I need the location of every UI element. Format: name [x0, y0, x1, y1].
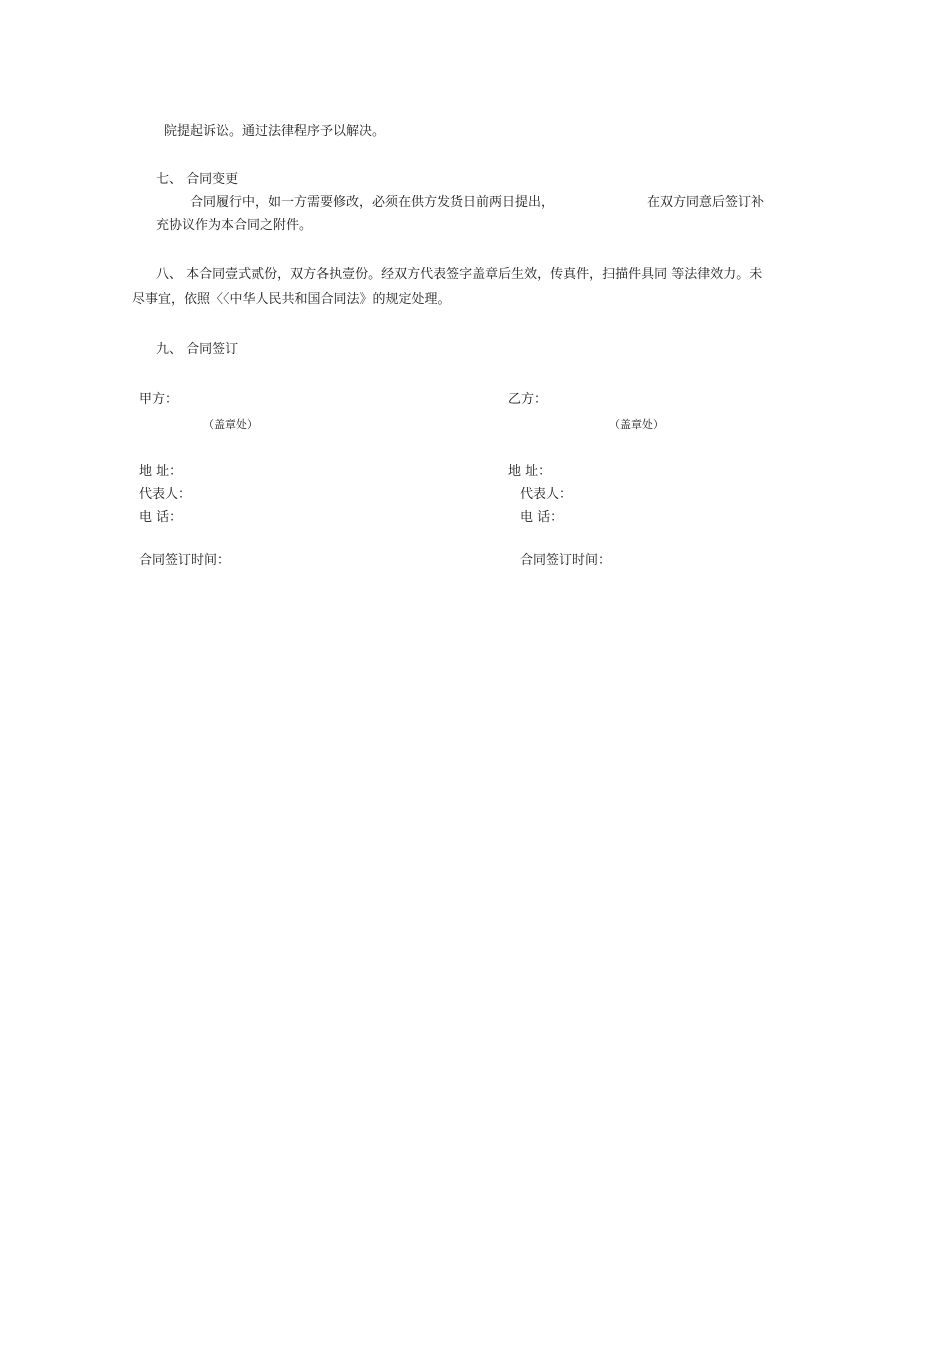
section7-line1-part2: 在双方同意后签订补: [647, 195, 765, 210]
party-a-phone-label: 电 话：: [139, 510, 183, 525]
party-b-representative-label: 代表人：: [520, 487, 573, 502]
party-a-representative-label: 代表人：: [139, 487, 192, 502]
party-a-seal-label: （盖章处）: [203, 418, 258, 431]
party-a-name-label: 甲方：: [139, 392, 179, 407]
section6-continuation: 院提起诉讼。通过法律程序予以解决。: [164, 124, 386, 139]
section8-line2: 尽事宜，依照〈〈中华人民共和国合同法》的规定处理。: [132, 292, 451, 307]
party-b-address-label: 地 址：: [508, 464, 552, 479]
party-b-sign-date-label: 合同签订时间：: [520, 553, 612, 568]
section7-line1-part1: 合同履行中，如一方需要修改，必须在供方发货日前两日提出，: [190, 195, 555, 210]
party-a-sign-date-label: 合同签订时间：: [139, 553, 231, 568]
party-b-name-label: 乙方：: [508, 392, 548, 407]
section7-line2: 充协议作为本合同之附件。: [156, 218, 313, 233]
party-b-phone-label: 电 话：: [520, 510, 564, 525]
party-a-address-label: 地 址：: [139, 464, 183, 479]
section7-heading: 七、 合同变更: [156, 172, 239, 187]
section9-heading: 九、 合同签订: [156, 342, 239, 357]
party-b-seal-label: （盖章处）: [609, 418, 664, 431]
section8-line1: 八、 本合同壹式贰份，双方各执壹份。经双方代表签字盖章后生效，传真件，扫描件具同 等法律效力。未: [156, 267, 763, 282]
